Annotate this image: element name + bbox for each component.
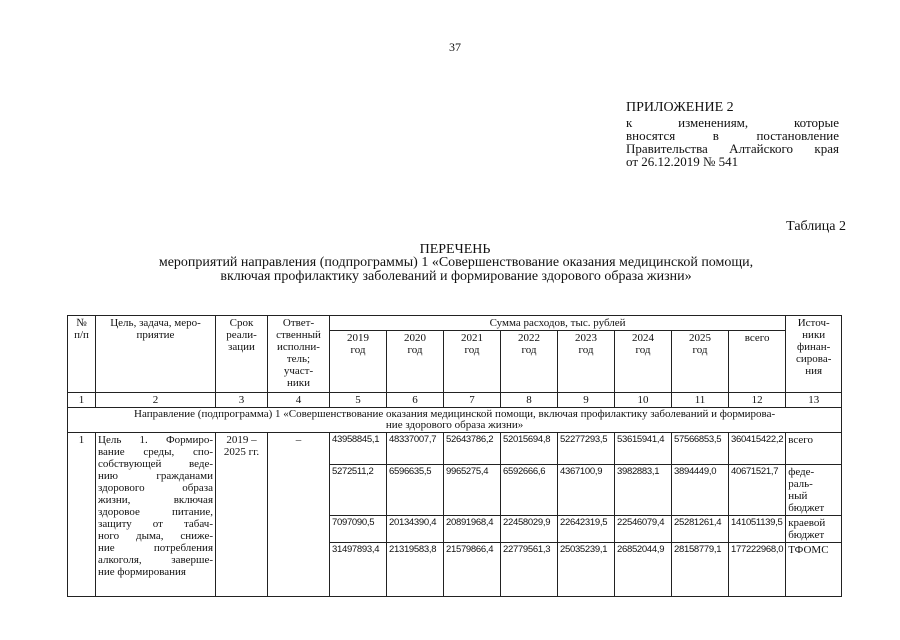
year-value: 2019 <box>347 332 369 344</box>
source-cell <box>786 465 842 516</box>
column-number: 10 <box>615 393 672 408</box>
year-suffix: год <box>350 344 366 356</box>
value-cell: 5272511,2 <box>330 465 387 516</box>
source-cell <box>786 543 842 597</box>
table-label: Таблица 2 <box>786 219 846 234</box>
value-cell: 21579866,4 <box>444 543 501 597</box>
value-cell: 52015694,8 <box>501 433 558 465</box>
direction-row <box>68 408 842 433</box>
column-number: 3 <box>216 393 268 408</box>
header-term-line: реали- <box>226 329 257 341</box>
year-value: 2025 <box>689 332 711 344</box>
year-value: 2020 <box>404 332 426 344</box>
value-cell: 26852044,9 <box>615 543 672 597</box>
direction-cell <box>68 408 842 433</box>
value-cell: 31497893,4 <box>330 543 387 597</box>
value-cell: 53615941,4 <box>615 433 672 465</box>
goal-line: Цель 1. Формиро- <box>98 434 213 446</box>
source-line: ный <box>788 490 808 502</box>
value-cell: 52277293,5 <box>558 433 615 465</box>
header-responsible-line: ственный <box>276 329 321 341</box>
header-year-2024 <box>615 331 672 393</box>
source-line: краевой <box>788 517 826 529</box>
value-cell: 360415422,2 <box>729 433 786 465</box>
source-line: феде- <box>788 466 815 478</box>
direction-line: ние здорового образа жизни» <box>385 419 524 431</box>
year-value: 2024 <box>632 332 654 344</box>
column-number: 6 <box>387 393 444 408</box>
value-cell: 4367100,9 <box>558 465 615 516</box>
value-cell: 20134390,4 <box>387 516 444 543</box>
column-number: 12 <box>729 393 786 408</box>
source-line: раль- <box>788 478 813 490</box>
appendix-line: к изменениям, которые <box>626 115 839 130</box>
year-value: 2021 <box>461 332 483 344</box>
term-cell <box>216 433 268 597</box>
goal-cell <box>96 433 216 597</box>
value-cell: 6596635,5 <box>387 465 444 516</box>
value-cell: 25281261,4 <box>672 516 729 543</box>
value-cell: 20891968,4 <box>444 516 501 543</box>
column-number: 2 <box>96 393 216 408</box>
year-value: 2023 <box>575 332 597 344</box>
column-number: 11 <box>672 393 729 408</box>
document-subtitle: мероприятий направления (подпрограммы) 1 «Совершенствование оказания медицинской помощи, <box>158 255 754 270</box>
appendix-line: вносятся в постановление <box>626 128 839 143</box>
value-cell: 22779561,3 <box>501 543 558 597</box>
header-sources-line: сирова- <box>796 353 832 365</box>
header-term-line: Срок <box>229 317 254 329</box>
header-responsible-line: исполни- <box>277 341 320 353</box>
appendix-line: от 26.12.2019 № 541 <box>626 154 739 169</box>
column-number: 1 <box>68 393 96 408</box>
value-cell: 40671521,7 <box>729 465 786 516</box>
header-year-2023 <box>558 331 615 393</box>
header-responsible-line: Ответ- <box>282 317 315 329</box>
header-year-2020 <box>387 331 444 393</box>
column-number: 5 <box>330 393 387 408</box>
header-year-2019 <box>330 331 387 393</box>
value-cell: 9965275,4 <box>444 465 501 516</box>
header-responsible <box>268 316 330 393</box>
goal-line: здоровое питание, <box>98 506 213 518</box>
source-line: бюджет <box>788 502 825 514</box>
source-cell <box>786 516 842 543</box>
value-cell: 22546079,4 <box>615 516 672 543</box>
appendix-block <box>626 100 839 168</box>
column-number: 8 <box>501 393 558 408</box>
source-line: бюджет <box>788 529 825 541</box>
header-sources <box>786 316 842 393</box>
year-suffix: год <box>635 344 651 356</box>
source-line: ТФОМС <box>788 544 829 556</box>
value-cell: 22642319,5 <box>558 516 615 543</box>
value-cell: 25035239,1 <box>558 543 615 597</box>
goal-line: защиту от табач- <box>98 518 213 530</box>
source-line: всего <box>788 434 813 446</box>
row-number: 1 <box>68 433 96 597</box>
column-number: 13 <box>786 393 842 408</box>
year-suffix: год <box>578 344 594 356</box>
header-num <box>68 316 96 393</box>
measures-table <box>67 315 842 597</box>
page-number: 37 <box>449 40 461 54</box>
header-year-2021 <box>444 331 501 393</box>
header-num-line: № <box>76 317 87 329</box>
header-sum-title: Сумма расходов, тыс. рублей <box>330 316 786 331</box>
appendix-title: ПРИЛОЖЕНИЕ 2 <box>626 100 734 115</box>
column-number: 7 <box>444 393 501 408</box>
header-sources-line: ния <box>805 365 823 377</box>
value-cell: 57566853,5 <box>672 433 729 465</box>
header-goal-line: приятие <box>136 329 175 341</box>
value-cell: 141051139,5 <box>729 516 786 543</box>
value-cell: 7097090,5 <box>330 516 387 543</box>
goal-line: вание среды, спо- <box>98 446 213 458</box>
column-number: 4 <box>268 393 330 408</box>
table-row <box>68 433 842 465</box>
direction-line: Направление (подпрограмма) 1 «Совершенствование оказания медицинской помощи, включая профилактику заболеваний и формирова- <box>134 408 776 420</box>
term-line: 2025 гг. <box>223 446 260 458</box>
column-number-row <box>68 393 842 408</box>
header-row <box>68 316 842 331</box>
header-sources-line: ники <box>802 329 826 341</box>
header-responsible-line: ники <box>286 377 310 389</box>
header-responsible-line: участ- <box>283 365 314 377</box>
header-goal-line: Цель, задача, меро- <box>110 317 201 329</box>
header-term <box>216 316 268 393</box>
header-num-line: п/п <box>74 329 89 341</box>
header-term-line: зации <box>228 341 255 353</box>
header-sources-line: Источ- <box>797 317 830 329</box>
responsible-cell: – <box>268 433 330 597</box>
value-cell: 6592666,6 <box>501 465 558 516</box>
value-cell: 22458029,9 <box>501 516 558 543</box>
term-line: 2019 – <box>226 434 257 446</box>
year-suffix: год <box>692 344 708 356</box>
header-year-2022 <box>501 331 558 393</box>
goal-line: собствующей веде- <box>98 458 213 470</box>
value-cell: 21319583,8 <box>387 543 444 597</box>
year-suffix: год <box>407 344 423 356</box>
value-cell: 177222968,0 <box>729 543 786 597</box>
year-suffix: год <box>521 344 537 356</box>
goal-line: здорового образа <box>98 482 213 494</box>
document-subtitle: включая профилактику заболеваний и формирование здорового образа жизни» <box>220 269 692 284</box>
goal-line: жизни, включая <box>98 494 213 506</box>
appendix-line: Правительства Алтайского края <box>626 141 839 156</box>
goal-line: ние потребления <box>98 542 213 554</box>
value-cell: 3894449,0 <box>672 465 729 516</box>
document-title: ПЕРЕЧЕНЬ <box>419 242 491 257</box>
header-goal <box>96 316 216 393</box>
goal-line: алкоголя, заверше- <box>98 554 213 566</box>
year-value: 2022 <box>518 332 540 344</box>
column-number: 9 <box>558 393 615 408</box>
header-year-2025 <box>672 331 729 393</box>
value-cell: 3982883,1 <box>615 465 672 516</box>
value-cell: 28158779,1 <box>672 543 729 597</box>
header-responsible-line: тель; <box>286 353 311 365</box>
value-cell: 43958845,1 <box>330 433 387 465</box>
header-total: всего <box>729 331 786 393</box>
header-sources-line: финан- <box>797 341 831 353</box>
value-cell: 48337007,7 <box>387 433 444 465</box>
goal-line: нию гражданами <box>98 470 213 482</box>
goal-line: ние формирования <box>98 566 186 578</box>
value-cell: 52643786,2 <box>444 433 501 465</box>
goal-line: ного дыма, сниже- <box>98 530 213 542</box>
source-cell <box>786 433 842 465</box>
year-suffix: год <box>464 344 480 356</box>
